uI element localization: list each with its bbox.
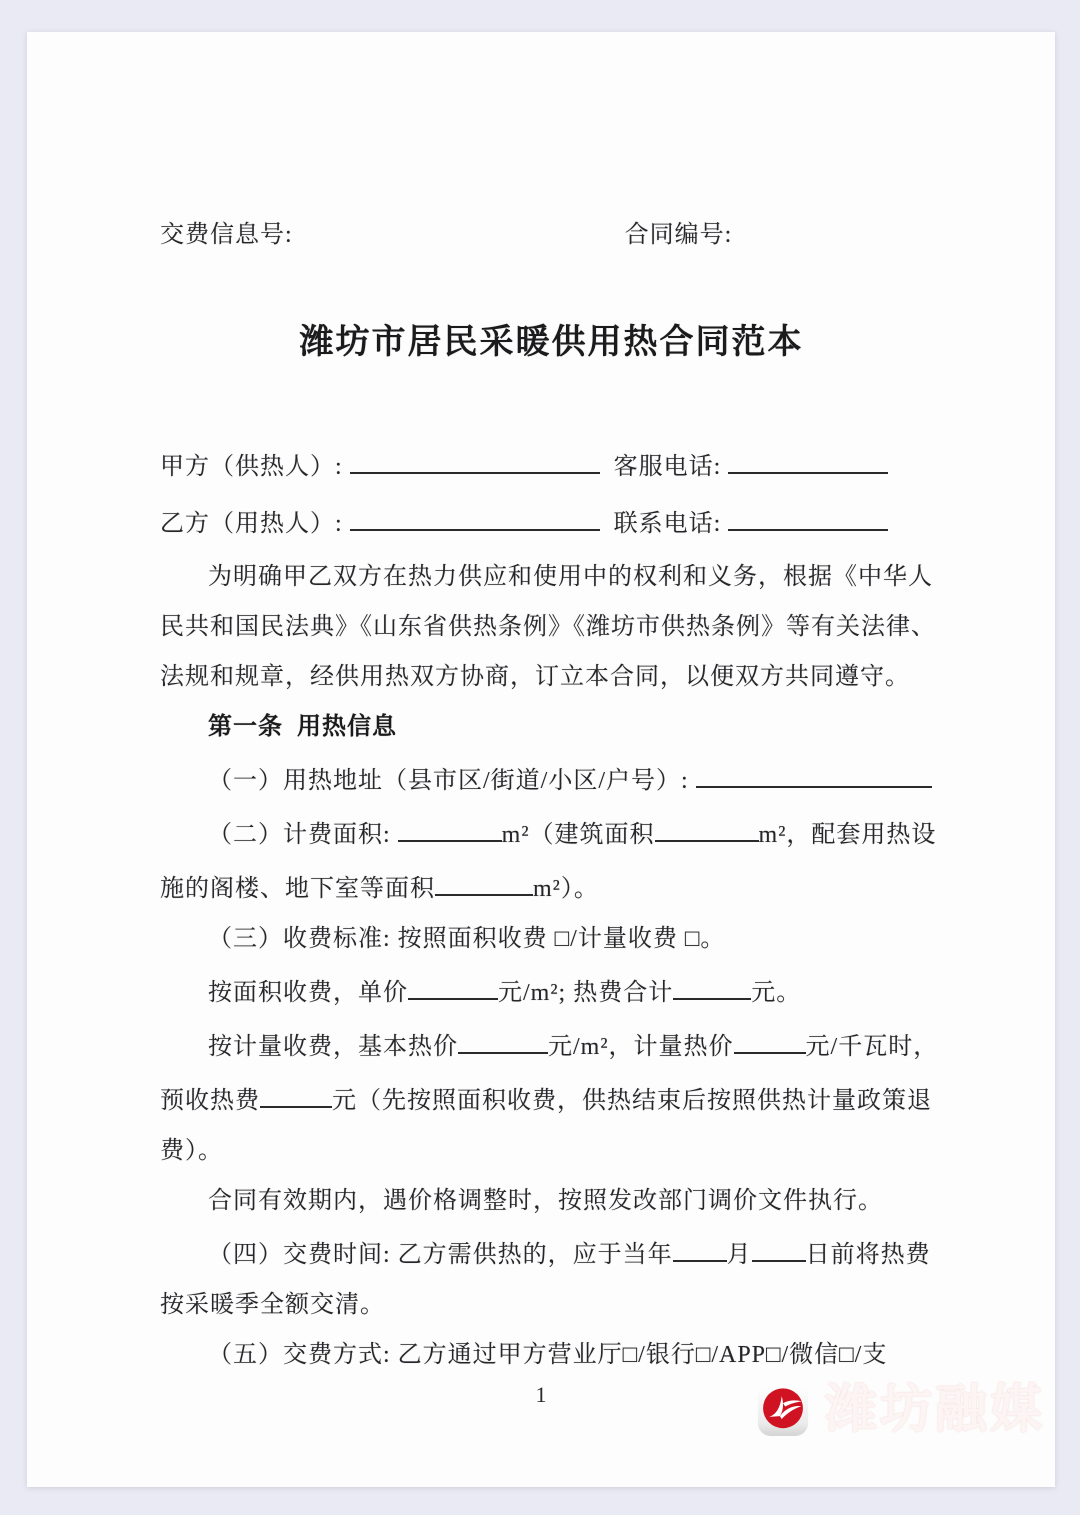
spacer xyxy=(293,232,625,242)
fill-in-blank xyxy=(350,495,600,531)
text-run: （四）交费时间: 乙方需供热的，应于当年 xyxy=(208,1242,673,1268)
text-run: 合同有效期内，遇价格调整时，按照发改部门调价文件执行。 xyxy=(208,1188,883,1214)
clause-3-price-adjust xyxy=(160,1176,943,1226)
text-run: 施的阁楼、地下室等面积 xyxy=(160,876,435,902)
fill-in-blank xyxy=(260,1072,332,1108)
preamble-line-3 xyxy=(160,652,943,702)
clause-3-by-meter-line-3 xyxy=(160,1126,943,1176)
fill-in-blank xyxy=(435,860,533,896)
watermark-text: 潍坊融媒 xyxy=(825,1381,1046,1439)
text-run: 费）。 xyxy=(160,1138,223,1164)
text-run: （五）交费方式: 乙方通过甲方营业厅□/银行□/APP□/微信□/支 xyxy=(208,1342,888,1368)
text-run: 按采暖季全额交清。 xyxy=(160,1292,385,1318)
clause-5-pay-method xyxy=(160,1330,943,1380)
weifang-media-logo-icon xyxy=(757,1382,809,1438)
text-run: （二）计费面积: xyxy=(208,822,398,848)
text-run: 元。 xyxy=(751,980,802,1006)
fill-in-blank xyxy=(673,964,751,1000)
clause-1-address xyxy=(160,752,943,806)
fill-in-blank xyxy=(728,438,888,474)
text-run: 第一条 用热信息 xyxy=(208,714,397,740)
text-run: 元（先按照面积收费，供热结束后按照供热计量政策退 xyxy=(332,1088,932,1114)
page-number: 1 xyxy=(535,1382,547,1407)
text-run: 乙方（用热人）: xyxy=(160,511,350,537)
text-run: （三）收费标准: 按照面积收费 □/计量收费 □。 xyxy=(208,926,726,952)
fill-in-blank xyxy=(752,1226,806,1262)
preamble-line-2 xyxy=(160,602,943,652)
text-run: 日前将热费 xyxy=(805,1242,931,1268)
clause-4-pay-time-line-1 xyxy=(160,1226,943,1280)
party-b-row xyxy=(160,495,943,552)
fill-in-blank xyxy=(728,495,888,531)
clause-3-by-area xyxy=(160,964,943,1018)
clause-4-pay-time-line-2 xyxy=(160,1280,943,1330)
text-run: 客服电话: xyxy=(599,454,729,480)
text-run: 按面积收费，单价 xyxy=(208,980,408,1006)
fill-in-blank xyxy=(350,438,600,474)
clause-3-standard xyxy=(160,914,943,964)
clause-3-by-meter-line-2 xyxy=(160,1072,943,1126)
doc-number-row xyxy=(160,210,943,260)
text-run: 按计量收费，基本热价 xyxy=(208,1034,458,1060)
text-run: 交费信息号: xyxy=(160,222,293,248)
fill-in-blank xyxy=(458,1018,548,1054)
text-run: 法规和规章，经供用热双方协商，订立本合同，以便双方共同遵守。 xyxy=(160,664,910,690)
media-watermark xyxy=(757,1382,1045,1438)
text-run: 月 xyxy=(726,1242,752,1268)
fill-in-blank xyxy=(673,1226,727,1262)
text-run: 元/千瓦时， xyxy=(805,1034,939,1060)
fill-in-blank xyxy=(408,964,498,1000)
text-run: 合同编号: xyxy=(624,222,733,248)
text-run: m²（建筑面积 xyxy=(501,822,655,848)
fill-in-blank xyxy=(696,752,932,788)
contract-title xyxy=(160,312,943,374)
text-run: 元/m²; 热费合计 xyxy=(498,980,674,1006)
article-1-heading xyxy=(160,702,943,752)
text-run: m²，配套用热设 xyxy=(758,822,937,848)
fill-in-blank xyxy=(734,1018,806,1054)
text-run: 预收热费 xyxy=(160,1088,260,1114)
contract-body xyxy=(160,32,943,1380)
preamble-line-1 xyxy=(160,552,943,602)
text-run: （一）用热地址（县市区/街道/小区/户号）: xyxy=(208,768,696,794)
clause-2-area-line-1 xyxy=(160,806,943,860)
text-run: 甲方（供热人）: xyxy=(160,454,350,480)
text-run: 元/m²，计量热价 xyxy=(548,1034,734,1060)
fill-in-blank xyxy=(398,806,502,842)
fill-in-blank xyxy=(655,806,759,842)
document-page xyxy=(27,32,1055,1487)
text-run: 联系电话: xyxy=(599,511,729,537)
clause-3-by-meter-line-1 xyxy=(160,1018,943,1072)
text-run: 潍坊市居民采暖供用热合同范本 xyxy=(299,324,804,361)
text-run: m²）。 xyxy=(533,876,599,902)
clause-2-area-line-2 xyxy=(160,860,943,914)
party-a-row xyxy=(160,438,943,495)
text-run: 为明确甲乙双方在热力供应和使用中的权利和义务，根据《中华人 xyxy=(208,564,933,590)
text-run: 民共和国民法典》《山东省供热条例》《潍坊市供热条例》等有关法律、 xyxy=(160,614,936,640)
